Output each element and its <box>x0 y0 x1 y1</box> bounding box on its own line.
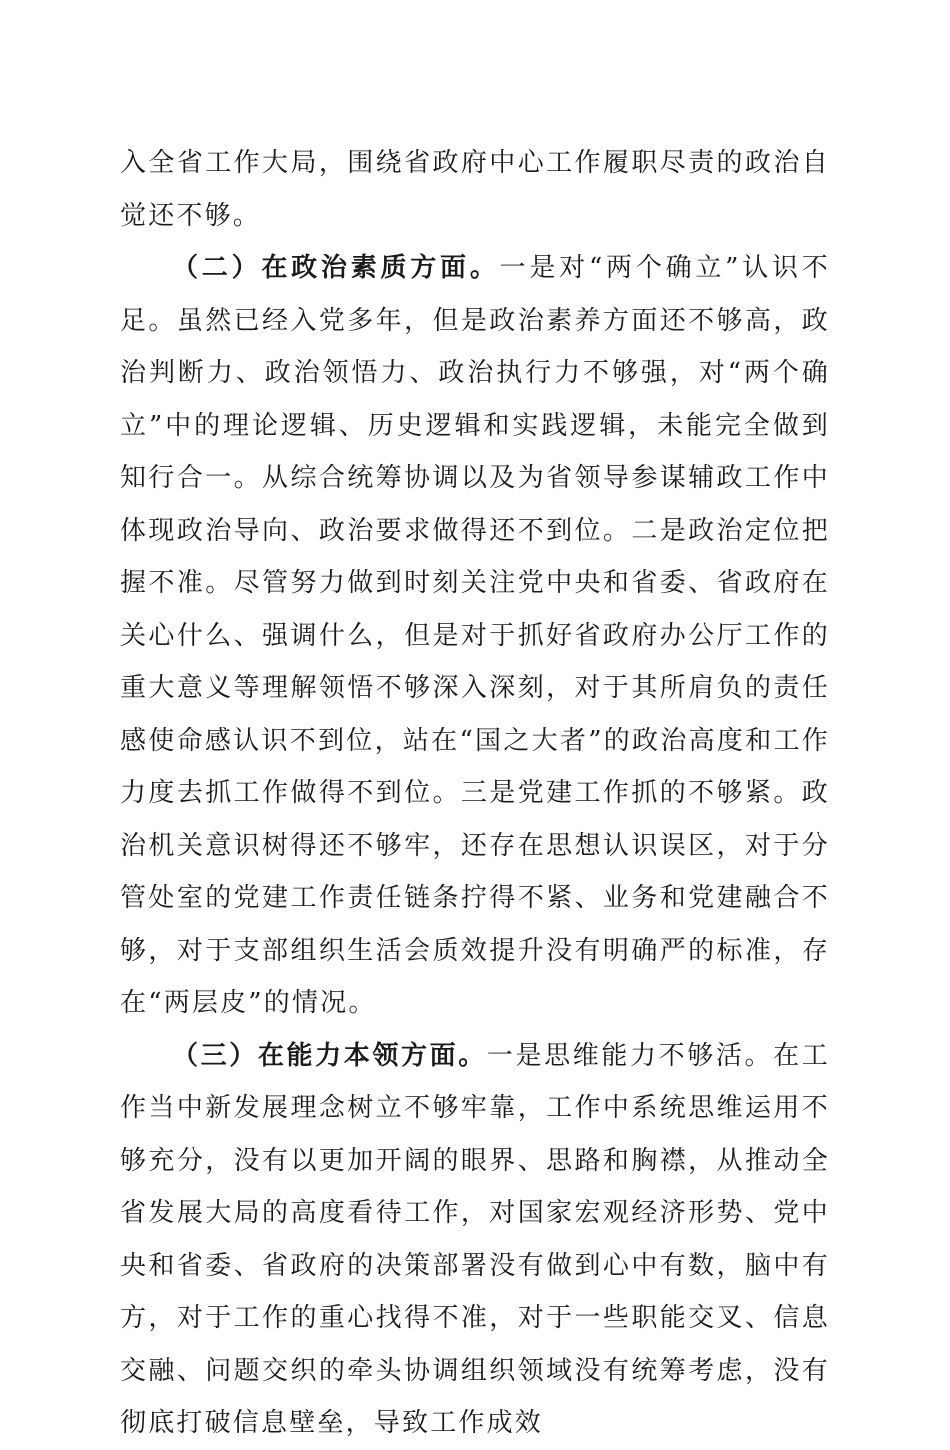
document-body <box>120 137 830 1450</box>
paragraph-text: 入全省工作大局，围绕省政府中心工作履职尽责的政治自觉还不够。 <box>120 148 830 231</box>
section-heading: （三）在能力本领方面。 <box>172 1040 487 1071</box>
paragraph-continuation <box>120 137 830 242</box>
paragraph-text: 一是对“两个确立”认识不足。虽然已经入党多年，但是政治素养方面还不够高，政治判断力、政治领悟力、政治执行力不够强，对“两个确立”中的理论逻辑、历史逻辑和实践逻辑，未能完全做到知行合一。从综合统筹协调以及为省领导参谋辅政工作中体现政治导向、政治要求做得还不到位。二是政治定位把握不准。尽管努力做到时刻关注党中央和省委、省政府在关心什么、强调什么，但是对于抓好省政府办公厅工作的重大意义等理解领悟不够深入深刻，对于其所肩负的责任感使命感认识不到位，站在“国之大者”的政治高度和工作力度去抓工作做得不到位。三是党建工作抓的不够紧。政治机关意识树得还不够牢，还存在思想认识误区，对于分管处室的党建工作责任链条拧得不紧、业务和党建融合不够，对于支部组织生活会质效提升没有明确严的标准，存在“两层皮”的情况。 <box>120 253 830 1018</box>
paragraph-ability <box>120 1030 830 1450</box>
paragraph-text: 一是思维能力不够活。在工作当中新发展理念树立不够牢靠，工作中系统思维运用不够充分，没有以更加开阔的眼界、思路和胸襟，从推动全省发展大局的高度看待工作，对国家宏观经济形势、党中央和省委、省政府的决策部署没有做到心中有数，脑中有方，对于工作的重心找得不准，对于一些职能交叉、信息交融、问题交织的牵头协调组织领域没有统筹考虑，没有彻底打破信息壁垒，导致工作成效 <box>120 1040 831 1438</box>
section-heading: （二）在政治素质方面。 <box>172 253 500 283</box>
paragraph-political-quality <box>120 242 830 1030</box>
